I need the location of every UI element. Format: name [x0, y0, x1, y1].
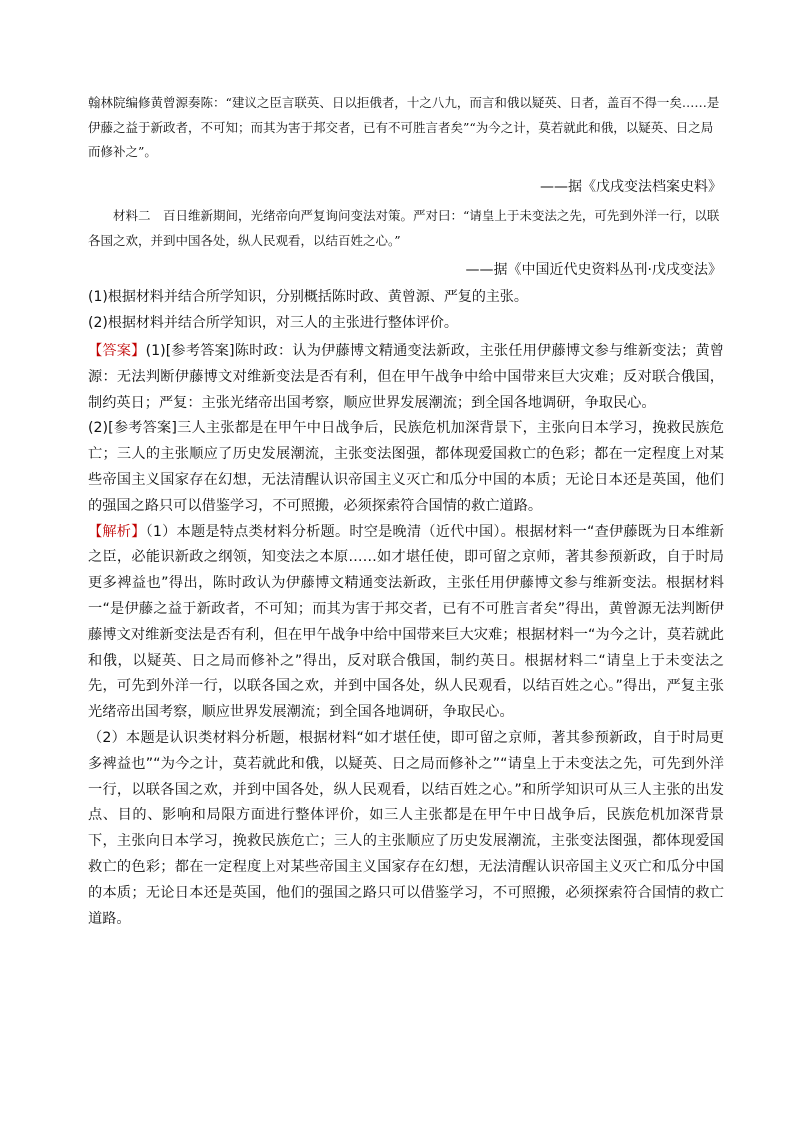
analysis-part-1-text: （1）本题是特点类材料分析题。时空是晚清（近代中国）。根据材料一“查伊藤既为日本维新之臣，必能识新政之纲领，知变法之本原……如才堪任使，即可留之京师，著其参预新政，自于时局更多裨益也”得出，陈时政认为伊藤博文精通变法新政，主张任用伊藤博文参与维新变法。根据材料一“是伊藤之益于新政者，不可知；而其为害于邦交者，已有不可胜言者矣”得出，黄曾源无法判断伊藤博文对维新变法是否有利，但在甲午战争中给中国带来巨大灾难；根据材料一“为今之计，莫若就此和俄，以疑英、日之局而修补之”得出，反对联合俄国，制约英日。根据材料二“请皇上于未变法之先，可先到外洋一行，以联各国之欢，并到中国各处，纵人民观看，以结百姓之心。”得出，严复主张光绪帝出国考察，顺应世界发展潮流；到全国各地调研，争取民心。	[88, 523, 724, 721]
material-two-text: 材料二 百日维新期间，光绪帝向严复询问变法对策。严对曰：“请皇上于未变法之先，可先到外洋一行，以联各国之欢，并到中国各处，纵人民观看，以结百姓之心。”	[88, 208, 720, 248]
analysis-label: 【解析】	[88, 523, 146, 540]
answer-label: 【答案】	[88, 343, 146, 359]
material-two-source: ——据《中国近代史资料丛刊·戊戌变法》	[465, 262, 722, 278]
analysis-part-2: （2）本题是认识类材料分析题，根据材料“如才堪任使，即可留之京师，著其参预新政，自于时局更多裨益也”“为今之计，莫若就此和俄，以疑英、日之局而修补之”“请皇上于未变法之先，可先到外洋一行，以联各国之欢，并到中国各处，纵人民观看，以结百姓之心。”和所学知识可从三人主张的出发点、目的、影响和局限方面进行整体评价，如三人主张都是在甲午中日战争后，民族危机加深背景下，主张向日本学习，挽救民族危亡；三人的主张顺应了历史发展潮流，主张变法图强，都体现爱国救亡的色彩；都在一定程度上对某些帝国主义国家存在幻想，无法清醒认识帝国主义灭亡和瓜分中国的本质；无论日本还是英国，他们的强国之路只可以借鉴学习，不可照搬，必须探索符合国情的救亡道路。	[88, 729, 724, 927]
answer-part-2: (2)[参考答案]三人主张都是在甲午中日战争后，民族危机加深背景下，主张向日本学习，挽救民族危亡；三人的主张顺应了历史发展潮流，主张变法图强，都体现爱国救亡的色彩；都在一定程度上对某些帝国主义国家存在幻想，无法清醒认识帝国主义灭亡和瓜分中国的本质；无论日本还是英国，他们的强国之路只可以借鉴学习，不可照搬，必须探索符合国情的救亡道路。	[88, 420, 724, 514]
answer-part-1-text: (1)[参考答案]陈时政：认为伊藤博文精通变法新政，主张任用伊藤博文参与维新变法；黄曾源：无法判断伊藤博文对维新变法是否有利，但在甲午战争中给中国带来巨大灾难；反对联合俄国，制约英日；严复：主张光绪帝出国考察，顺应世界发展潮流；到全国各地调研，争取民心。	[88, 343, 724, 411]
material-one-source: ——据《戊戌变法档案史料》	[540, 179, 722, 195]
question-1: (1)根据材料并结合所学知识，分别概括陈时政、黄曾源、严复的主张。	[88, 289, 528, 305]
material-one-text: 翰林院编修黄曾源奏陈：“建议之臣言联英、日以拒俄者，十之八九，而言和俄以疑英、日者，盖百不得一矣……是伊藤之益于新政者，不可知；而其为害于邦交者，已有不可胜言者矣”“为今之计，莫若就此和俄，以疑英、日之局而修补之”。	[88, 95, 720, 159]
answer-part-1	[88, 339, 724, 416]
question-2: (2)根据材料并结合所学知识，对三人的主张进行整体评价。	[88, 315, 458, 331]
analysis-part-1	[88, 520, 724, 726]
answer-section	[88, 339, 724, 932]
material-two-paragraph	[88, 204, 724, 253]
material-one-paragraph	[88, 91, 724, 165]
